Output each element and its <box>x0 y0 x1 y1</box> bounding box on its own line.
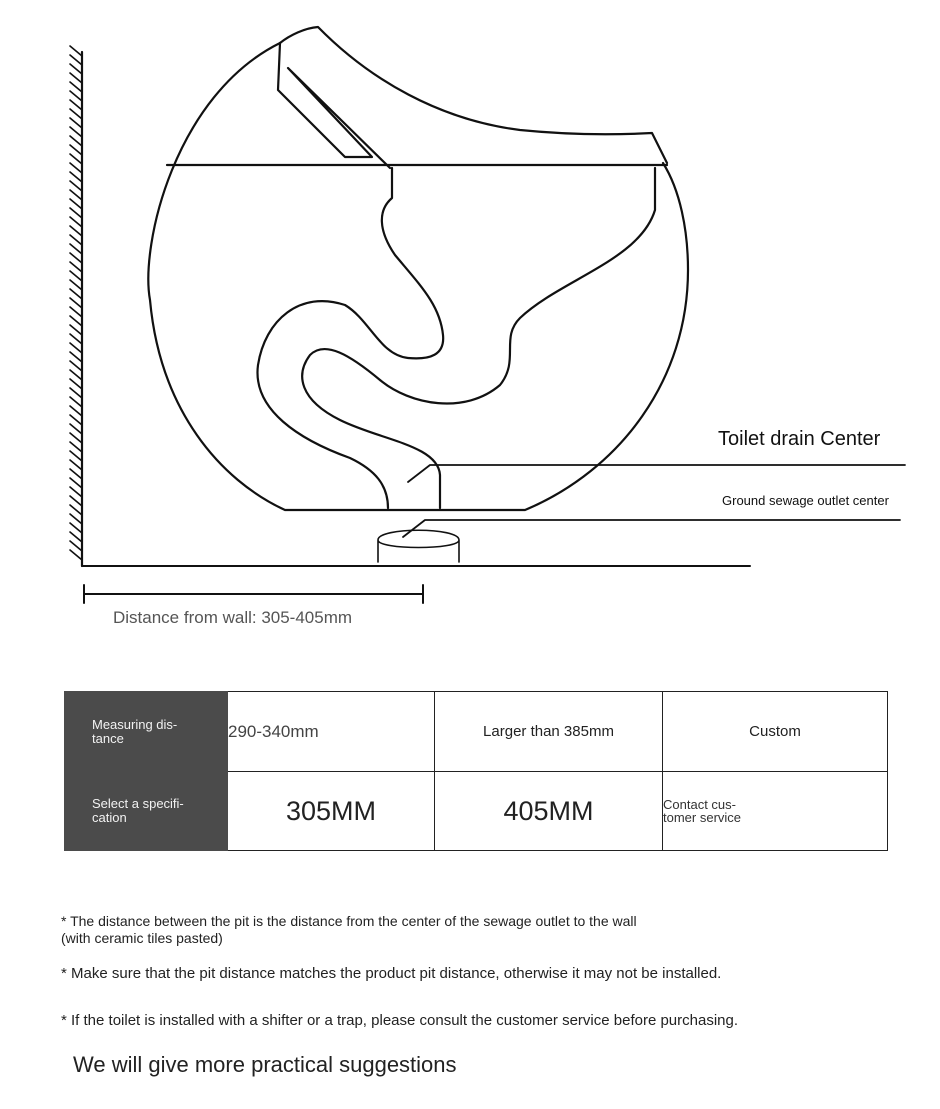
note-pit-distance-definition: * The distance between the pit is the distance from the center of the sewage outlet to the wall (with ceramic tiles pasted) <box>61 913 637 946</box>
distance-from-wall-label: Distance from wall: 305-405mm <box>113 608 353 627</box>
spec-305mm-cell: 305MM <box>228 772 435 851</box>
wall-hatch-mark <box>70 370 82 380</box>
wall-hatch-mark <box>70 397 82 407</box>
wall-hatch-mark <box>70 289 82 299</box>
wall-hatch-mark <box>70 280 82 290</box>
wall-hatch-mark <box>70 82 82 92</box>
pit-distance-spec-table <box>64 691 888 851</box>
wall-hatch-mark <box>70 109 82 119</box>
wall-hatch-mark <box>70 361 82 371</box>
wall-hatch-mark <box>70 424 82 434</box>
wall-hatch-mark <box>70 352 82 362</box>
drain-center-label: Toilet drain Center <box>718 428 881 450</box>
wall-hatch-mark <box>70 73 82 83</box>
wall-hatch-mark <box>70 172 82 182</box>
wall-hatch-mark <box>70 199 82 209</box>
wall-hatch-mark <box>70 217 82 227</box>
measure-290-340-cell: 290-340mm <box>228 692 435 772</box>
wall-hatch-mark <box>70 136 82 146</box>
measure-custom-cell: Custom <box>663 692 888 772</box>
note-shifter-trap: * If the toilet is installed with a shifter or a trap, please consult the customer service before purchasing. <box>61 1012 739 1029</box>
wall-hatch-mark <box>70 514 82 524</box>
wall-hatch-mark <box>70 127 82 137</box>
wall-hatch-mark <box>70 145 82 155</box>
wall-hatch-mark <box>70 388 82 398</box>
wall-hatch-mark <box>70 316 82 326</box>
spec-405mm-cell: 405MM <box>435 772 663 851</box>
wall-hatch-mark <box>70 154 82 164</box>
wall-hatch-mark <box>70 325 82 335</box>
wall-hatch-mark <box>70 451 82 461</box>
measure-larger-385-cell: Larger than 385mm <box>435 692 663 772</box>
wall-hatch-mark <box>70 415 82 425</box>
wall-hatch-mark <box>70 253 82 263</box>
wall-hatch-mark <box>70 100 82 110</box>
wall-hatch-mark <box>70 226 82 236</box>
wall-hatch-mark <box>70 271 82 281</box>
footer-suggestions: We will give more practical suggestions <box>73 1052 457 1077</box>
wall-hatch-mark <box>70 208 82 218</box>
outlet-center-leader <box>403 520 900 537</box>
table-row-measuring <box>65 692 888 772</box>
wall-hatch-mark <box>70 433 82 443</box>
wall-hatch-mark <box>70 406 82 416</box>
wall-hatch-mark <box>70 262 82 272</box>
wall-hatch-mark <box>70 343 82 353</box>
wall-hatch-mark <box>70 91 82 101</box>
spec-contact-service-cell: Contact cus- tomer service <box>663 772 888 851</box>
wall-hatch-mark <box>70 469 82 479</box>
row-header-specification: Select a specifi- cation <box>65 772 228 851</box>
wall-hatch-mark <box>70 55 82 65</box>
seat-handle <box>278 43 390 168</box>
wall-hatch-mark <box>70 496 82 506</box>
wall-hatch-mark <box>70 487 82 497</box>
wall-hatch-mark <box>70 235 82 245</box>
wall-hatch-mark <box>70 334 82 344</box>
toilet-lid <box>280 27 667 163</box>
wall-hatch-mark <box>70 190 82 200</box>
wall-hatch <box>70 46 82 560</box>
row-header-measuring: Measuring dis- tance <box>65 692 228 772</box>
outlet-center-label: Ground sewage outlet center <box>722 493 889 508</box>
wall-hatch-mark <box>70 532 82 542</box>
wall-hatch-mark <box>70 298 82 308</box>
wall-hatch-mark <box>70 550 82 560</box>
table-row-specification <box>65 772 888 851</box>
wall-hatch-mark <box>70 163 82 173</box>
trapway-outer <box>302 168 655 508</box>
wall-hatch-mark <box>70 442 82 452</box>
wall-hatch-mark <box>70 478 82 488</box>
wall-hatch-mark <box>70 181 82 191</box>
note-match-pit-distance: * Make sure that the pit distance matches the product pit distance, otherwise it may not be installed. <box>61 965 722 982</box>
wall-hatch-mark <box>70 523 82 533</box>
wall-hatch-mark <box>70 379 82 389</box>
wall-hatch-mark <box>70 460 82 470</box>
wall-hatch-mark <box>70 541 82 551</box>
floor-drain-pipe <box>378 530 459 562</box>
toilet-body-outline <box>148 43 688 510</box>
wall-hatch-mark <box>70 64 82 74</box>
wall-hatch-mark <box>70 118 82 128</box>
wall-hatch-mark <box>70 46 82 56</box>
wall-hatch-mark <box>70 307 82 317</box>
drain-center-leader <box>408 465 905 482</box>
wall-hatch-mark <box>70 244 82 254</box>
trapway-inner <box>257 168 443 508</box>
wall-hatch-mark <box>70 505 82 515</box>
